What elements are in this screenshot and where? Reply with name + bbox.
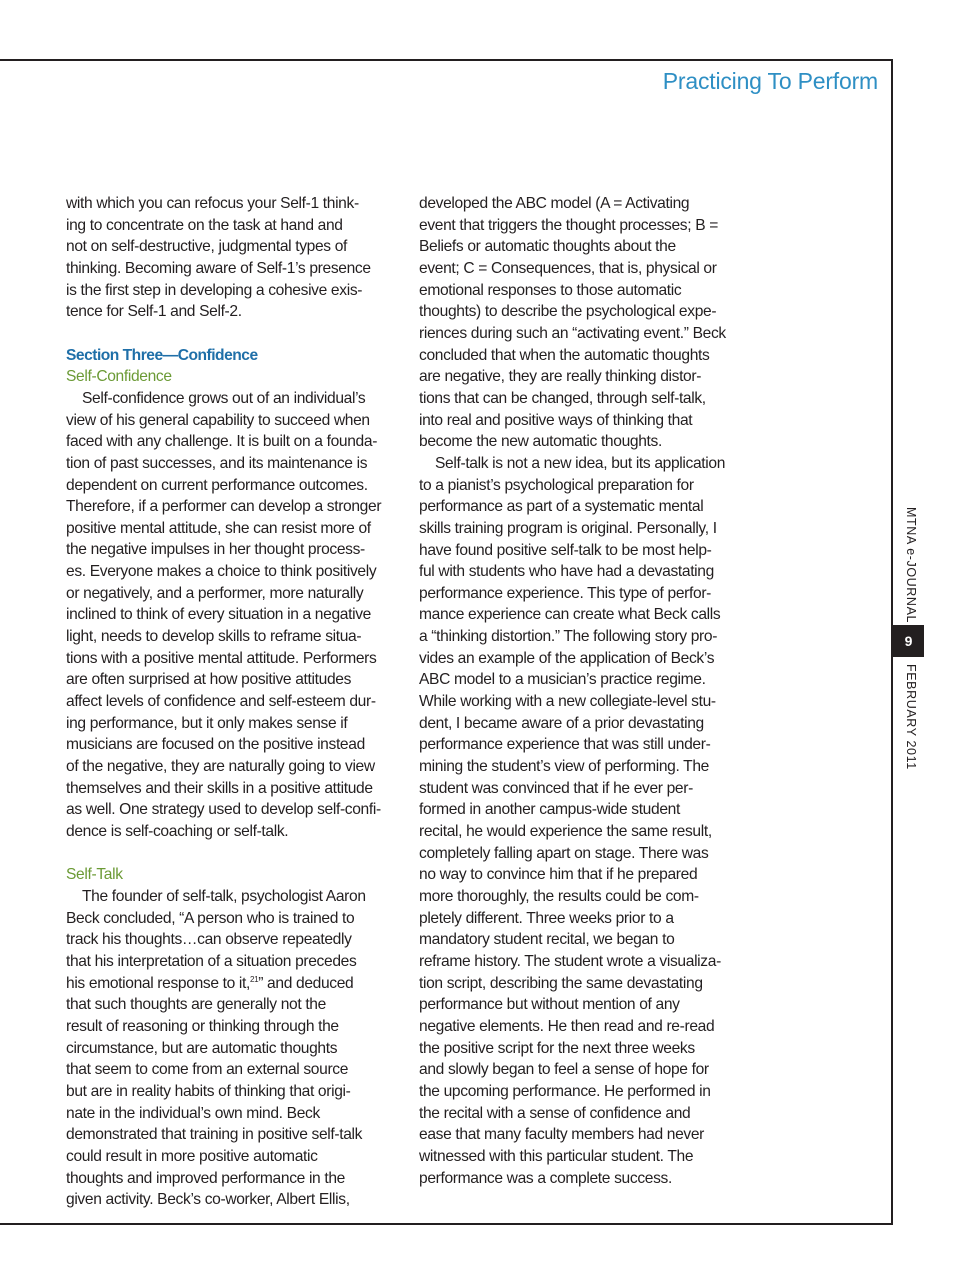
text-line: mance experience can create what Beck calls — [419, 606, 721, 624]
text-line: faced with any challenge. It is built on a founda- — [66, 433, 378, 451]
text-line: performance experience that was still under- — [419, 736, 711, 754]
text-line: dent, I became aware of a prior devastating — [419, 714, 704, 732]
text-line: Beliefs or automatic thoughts about the — [419, 238, 676, 256]
subsection-heading-self-confidence: Self-Confidence — [66, 368, 172, 386]
text-line: not on self-destructive, judgmental types of — [66, 238, 348, 256]
text-line: more thoroughly, the results could be com- — [419, 888, 699, 905]
text-line: as well. One strategy used to develop self-confi- — [66, 801, 381, 819]
text-line: become the new automatic thoughts. — [419, 433, 662, 451]
text-line: witnessed with this particular student. The — [419, 1147, 694, 1165]
text-line: pletely different. Three weeks prior to a — [419, 909, 674, 927]
text-line: riences during such an “activating event.” Beck — [419, 324, 726, 342]
text-line: recital, he would experience the same result, — [419, 823, 712, 841]
text-line: that seem to come from an external source — [66, 1061, 349, 1079]
text-line: tion of past successes, and its maintenance is — [66, 454, 368, 472]
text-line: mandatory student recital, we began to — [419, 931, 675, 949]
text-line: demonstrated that training in positive self-talk — [66, 1126, 363, 1144]
text-line: event; C = Consequences, that is, physical or — [419, 259, 717, 277]
text-line: track his thoughts…can observe repeatedly — [66, 931, 352, 949]
text-line: negative elements. He then read and re-read — [419, 1017, 715, 1035]
text-line: Self-confidence grows out of an individual’s — [82, 389, 366, 407]
confidence-paragraph — [66, 388, 402, 843]
text-line: light, needs to develop skills to reframe situa- — [66, 628, 362, 646]
text-line: dependent on current performance outcomes. — [66, 476, 368, 494]
text-line: reframe history. The student wrote a visualiza- — [419, 952, 721, 970]
text-line: of the negative, they are naturally going to view — [66, 758, 375, 776]
sidebar-journal-name: MTNA e-JOURNAL — [904, 507, 918, 624]
sidebar-issue-date: FEBRUARY 2011 — [904, 664, 918, 770]
text-line: themselves and their skills in a positive attitude — [66, 779, 373, 797]
text-line: tence for Self-1 and Self-2. — [66, 303, 242, 321]
text-line: vides an example of the application of Beck’s — [419, 649, 715, 667]
text-line: have found positive self-talk to be most help- — [419, 541, 712, 559]
text-line: that his interpretation of a situation precedes — [66, 952, 357, 970]
running-header: Practicing To Perform — [662, 68, 878, 94]
text-line: circumstance, but are automatic thoughts — [66, 1039, 338, 1057]
text-line: event that triggers the thought processes; B = — [419, 216, 718, 234]
text-line: skills training program is original. Personally, I — [419, 519, 717, 537]
text-line-with-footnote — [66, 973, 402, 995]
text-line: dence is self-coaching or self-talk. — [66, 823, 289, 841]
text-line: thoughts and improved performance in the — [66, 1169, 345, 1187]
text-line: ing performance, but it only makes sense if — [66, 714, 348, 732]
text-line: result of reasoning or thinking through the — [66, 1017, 339, 1035]
subsection-heading-self-talk: Self-Talk — [66, 866, 123, 884]
text-line: mining the student’s view of performing. The — [419, 758, 709, 776]
text-line: concluded that when the automatic thoughts — [419, 346, 710, 364]
abc-paragraph — [419, 193, 755, 453]
text-line: While working with a new collegiate-level stu- — [419, 693, 716, 711]
text-line: are negative, they are really thinking distor- — [419, 368, 702, 386]
text-line: or negatively, and a performer, more naturally — [66, 584, 364, 602]
text-line: tion script, describing the same devastating — [419, 974, 703, 992]
text-line: musicians are focused on the positive instead — [66, 736, 365, 754]
text-line: Therefore, if a performer can develop a stronger — [66, 498, 382, 516]
text-line: positive mental attitude, she can resist more of — [66, 519, 371, 537]
story-paragraph — [419, 453, 755, 1189]
text-line: es. Everyone makes a choice to think positively — [66, 563, 377, 581]
footnote-reference: 21 — [250, 974, 259, 984]
spacer — [66, 843, 402, 865]
text-line: student was convinced that if he ever per- — [419, 779, 693, 797]
text-line: that such thoughts are generally not the — [66, 996, 326, 1014]
text-line: affect levels of confidence and self-esteem dur- — [66, 693, 376, 711]
text-line: into real and positive ways of thinking that — [419, 411, 693, 429]
spacer — [66, 323, 402, 345]
selftalk-paragraph — [66, 886, 402, 1211]
text-line: but are in reality habits of thinking that origi- — [66, 1082, 351, 1100]
text-line: formed in another campus-wide student — [419, 801, 680, 819]
text-line: nate in the individual’s own mind. Beck — [66, 1104, 320, 1122]
text-line: emotional responses to those automatic — [419, 281, 682, 299]
text-line: the recital with a sense of confidence and — [419, 1104, 691, 1122]
text-line: ing to concentrate on the task at hand and — [66, 216, 343, 234]
text-line: and slowly began to feel a sense of hope for — [419, 1061, 709, 1079]
text-line: performance as part of a systematic mental — [419, 498, 704, 516]
text-line: ABC model to a musician’s practice regime. — [419, 671, 706, 689]
page-frame-top — [0, 59, 893, 61]
text-line: could result in more positive automatic — [66, 1147, 318, 1165]
text-line: given activity. Beck’s co-worker, Albert Ellis, — [66, 1191, 350, 1209]
text-line: thinking. Becoming aware of Self-1’s presence — [66, 259, 371, 277]
intro-paragraph — [66, 193, 402, 323]
text-line: Self-talk is not a new idea, but its application — [435, 454, 726, 472]
text-line: ease that many faculty members had never — [419, 1126, 705, 1144]
text-line: inclined to think of every situation in a negative — [66, 606, 371, 624]
text-line: a “thinking distortion.” The following story pro- — [419, 628, 718, 646]
text-line: performance experience. This type of perfor- — [419, 584, 712, 602]
text-line: tions with a positive mental attitude. Performers — [66, 649, 377, 667]
text-line: Beck concluded, “A person who is trained to — [66, 909, 355, 927]
text-line: developed the ABC model (A = Activating — [419, 195, 690, 212]
text-line: the negative impulses in her thought process- — [66, 541, 365, 559]
text-line: view of his general capability to succeed when — [66, 411, 370, 429]
text-line: completely falling apart on stage. There was — [419, 844, 709, 862]
text-segment: his emotional response to it, — [66, 974, 251, 992]
page-number-badge: 9 — [893, 625, 924, 657]
text-line: the upcoming performance. He performed in — [419, 1082, 711, 1100]
left-column — [66, 193, 402, 1211]
text-line: The founder of self-talk, psychologist Aaron — [82, 887, 366, 905]
text-line: to a pianist’s psychological preparation for — [419, 476, 694, 494]
text-line: ful with students who have had a devastating — [419, 563, 714, 581]
text-line: is the first step in developing a cohesive exis- — [66, 281, 363, 299]
text-line: are often surprised at how positive attitudes — [66, 671, 352, 689]
page-frame-bottom — [0, 1223, 893, 1225]
text-line: with which you can refocus your Self-1 think- — [66, 195, 359, 212]
text-line: performance but without mention of any — [419, 996, 680, 1014]
right-column — [419, 193, 755, 1189]
text-line: performance was a complete success. — [419, 1169, 672, 1187]
text-line: the positive script for the next three weeks — [419, 1039, 695, 1057]
text-segment: ” and deduced — [258, 974, 354, 992]
section-heading: Section Three—Confidence — [66, 346, 258, 364]
text-line: tions that can be changed, through self-talk, — [419, 389, 706, 407]
text-line: no way to convince him that if he prepared — [419, 866, 698, 884]
text-line: thoughts) to describe the psychological expe- — [419, 303, 717, 321]
